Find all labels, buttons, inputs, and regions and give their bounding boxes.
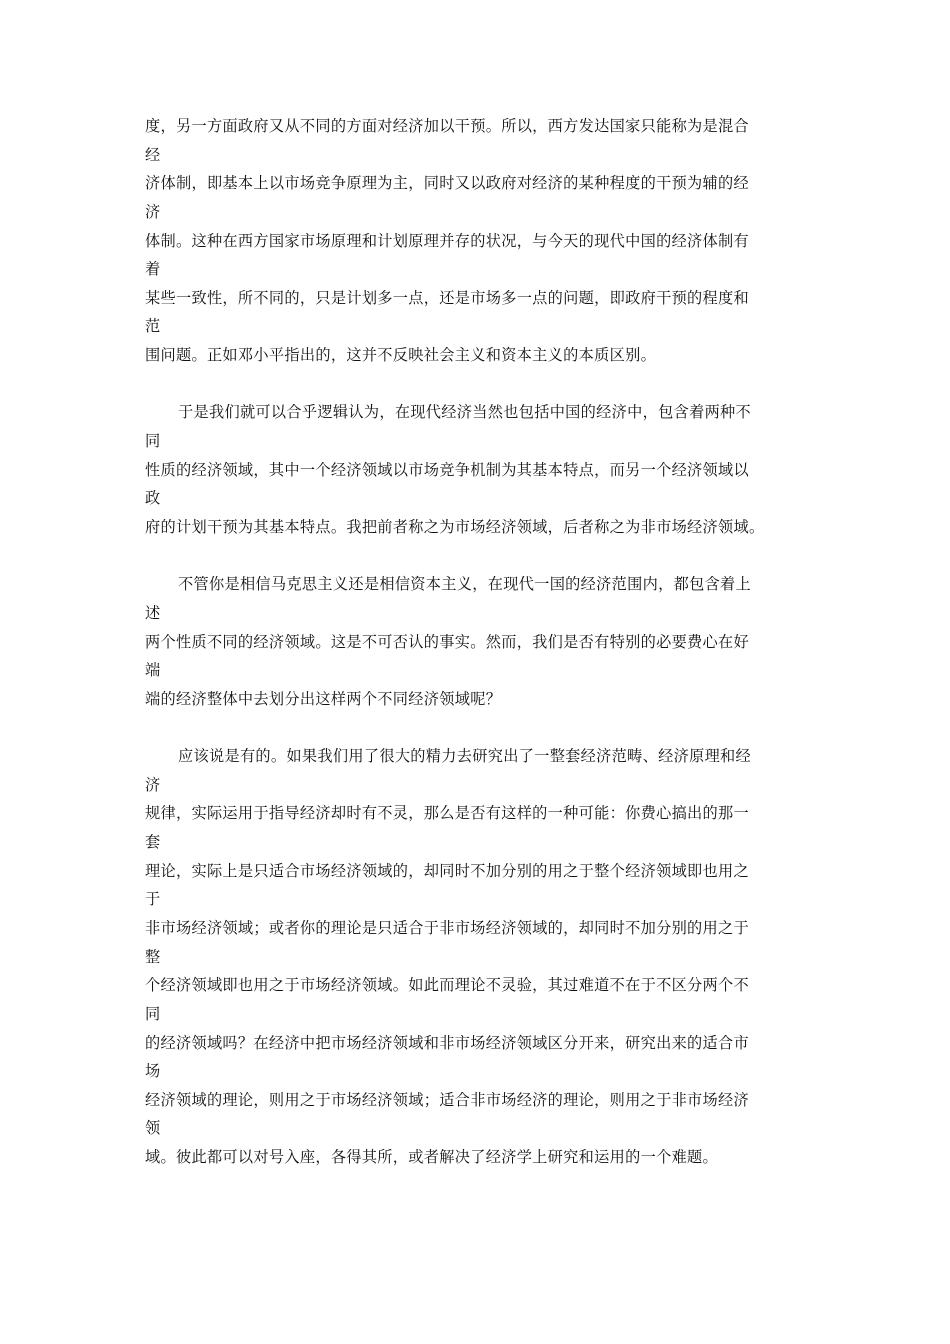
text-line: 性质的经济领域，其中一个经济领域以市场竞争机制为其基本特点，而另一个经济领域以 [145,460,750,479]
text-line: 府的计划干预为其基本特点。我把前者称之为市场经济领域，后者称之为非市场经济领域。 [145,517,765,536]
paragraph-spacer [145,370,825,399]
text-line: 非市场经济领域；或者你的理论是只适合于非市场经济领域的，却同时不加分别的用之于 [145,918,750,937]
text-line: 体制。这种在西方国家市场原理和计划原理并存的状况，与今天的现代中国的经济体制有 [145,231,750,250]
text-line: 经 [145,145,161,164]
text-line: 理论，实际上是只适合市场经济领域的，却同时不加分别的用之于整个经济领域即也用之 [145,861,750,880]
text-line: 围问题。正如邓小平指出的，这并不反映社会主义和资本主义的本质区别。 [145,346,657,365]
text-line: 整 [145,947,161,966]
text-line: 于是我们就可以合乎逻辑认为，在现代经济当然也包括中国的经济中，包含着两种不 [178,403,752,422]
text-line: 两个性质不同的经济领域。这是不可否认的事实。然而，我们是否有特别的必要费心在好 [145,632,750,651]
document-body [145,112,825,1172]
text-line: 述 [145,603,161,622]
text-line: 同 [145,1004,161,1023]
paragraph [145,398,825,541]
paragraph [145,112,825,370]
text-line: 的经济领域吗？在经济中把市场经济领域和非市场经济领域区分开来，研究出来的适合市 [145,1033,750,1052]
text-line: 域。彼此都可以对号入座，各得其所，或者解决了经济学上研究和运用的一个难题。 [145,1148,719,1167]
paragraph-spacer [145,713,825,742]
text-line: 领 [145,1119,161,1138]
text-line: 济体制，即基本上以市场竞争原理为主，同时又以政府对经济的某种程度的干预为辅的经 [145,174,750,193]
paragraph-spacer [145,542,825,571]
text-line: 不管你是相信马克思主义还是相信资本主义，在现代一国的经济范围内，都包含着上 [178,575,752,594]
text-line: 同 [145,432,161,451]
text-line: 套 [145,833,161,852]
text-line: 济 [145,775,161,794]
text-line: 规律，实际运用于指导经济却时有不灵，那么是否有这样的一种可能：你费心搞出的那一 [145,804,750,823]
text-line: 应该说是有的。如果我们用了很大的精力去研究出了一整套经济范畴、经济原理和经 [178,747,752,766]
text-line: 场 [145,1062,161,1081]
text-line: 度，另一方面政府又从不同的方面对经济加以干预。所以，西方发达国家只能称为是混合 [145,117,750,135]
paragraph [145,570,825,713]
text-line: 济 [145,202,161,221]
text-line: 经济领域的理论，则用之于市场经济领域；适合非市场经济的理论，则用之于非市场经济 [145,1090,750,1109]
text-line: 个经济领域即也用之于市场经济领域。如此而理论不灵验，其过难道不在于不区分两个不 [145,976,750,995]
text-line: 政 [145,489,161,508]
text-line: 范 [145,317,161,336]
text-line: 于 [145,890,161,909]
text-line: 端的经济整体中去划分出这样两个不同经济领域呢？ [145,689,502,708]
paragraph [145,742,825,1172]
text-line: 着 [145,260,161,279]
text-line: 某些一致性，所不同的，只是计划多一点，还是市场多一点的问题，即政府干预的程度和 [145,288,750,307]
text-line: 端 [145,661,161,680]
